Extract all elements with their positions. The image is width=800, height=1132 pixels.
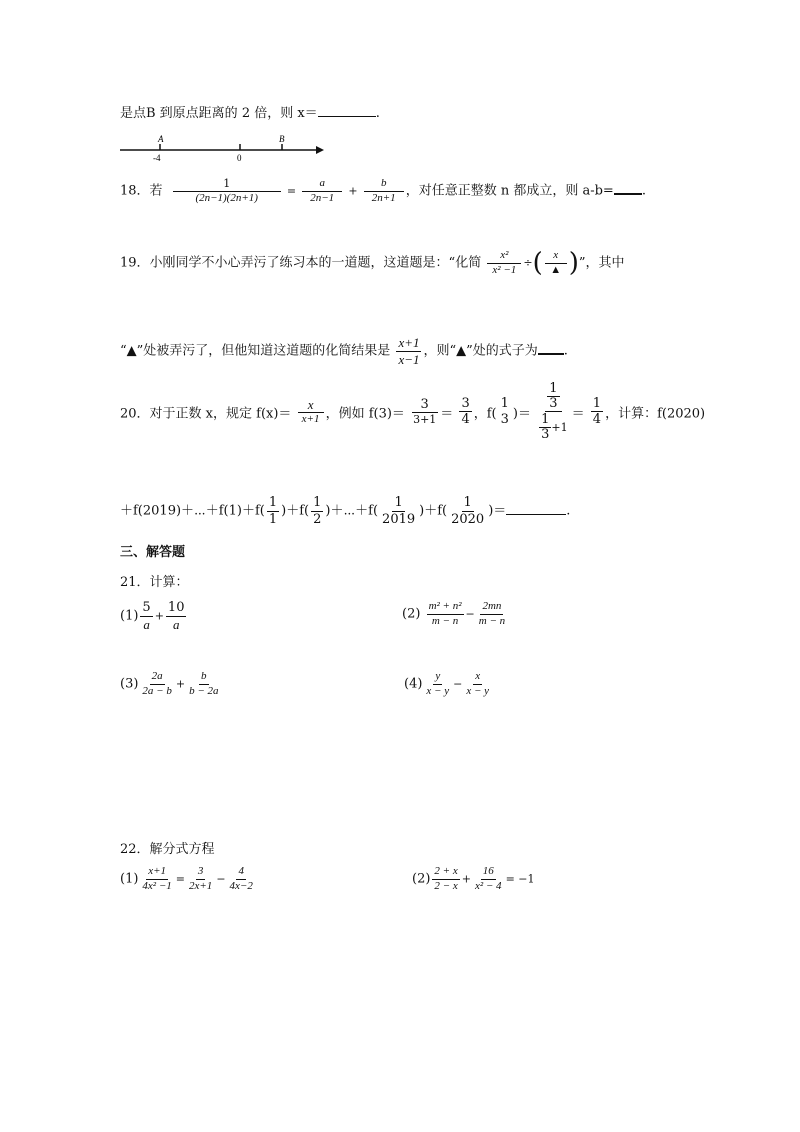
q22-p2-eq: = −1	[505, 872, 535, 886]
q18-rhs1-fraction	[302, 178, 342, 204]
q20-eq: ＝	[440, 406, 454, 422]
tick-label-zero: 0	[237, 153, 242, 163]
q18-answer-blank[interactable]	[614, 193, 642, 195]
q20-line2-e: )＝	[488, 503, 507, 519]
q20-big-den-a: 1	[541, 412, 550, 428]
q20-big-num-den: 3	[549, 395, 558, 411]
q20-l2f2	[311, 496, 323, 526]
q20-answer-blank[interactable]	[506, 514, 566, 515]
q20-arg-den: 3	[500, 411, 509, 427]
q18-rhs2-fraction	[364, 178, 404, 204]
q21-p3-label: (3)	[120, 676, 139, 692]
q20-arg-num: 1	[500, 396, 509, 412]
number-line-arrow	[316, 146, 324, 154]
q20-big-num-num: 1	[549, 381, 558, 396]
q19-res-num: x+1	[398, 335, 420, 350]
q20-l2f2-num: 1	[313, 495, 322, 510]
q22-p1-f1	[140, 866, 173, 892]
question-20-line1	[120, 382, 705, 442]
q21-p3-f2	[187, 671, 220, 697]
q18-text: ，对任意正整数 n 都成立，则 a-b=	[405, 183, 614, 199]
intro-text: 是点B 到原点距离的 2 倍，则 x＝	[120, 106, 318, 121]
q21-p4-f2-den: x − y	[466, 684, 490, 697]
q21-p1-f1	[140, 601, 152, 631]
q21-p2-f1-num: m² + n²	[427, 601, 464, 615]
question-20-line2	[120, 496, 570, 526]
q20-line2-b: )＋f(	[281, 503, 310, 519]
q22-p2-f1-num: 2 + x	[432, 866, 459, 880]
question-18	[120, 178, 646, 204]
q21-p1-f1-num: 5	[142, 600, 151, 615]
q22-p1-label: (1)	[120, 871, 139, 887]
q22-p2-f2	[473, 866, 504, 892]
q19-res-den: x−1	[398, 351, 420, 367]
q19-div: ÷	[523, 256, 533, 270]
q20-number: 20．对于正数 x，规定 f(x)＝	[120, 406, 292, 422]
q20-complex-denominator	[537, 412, 570, 441]
q20-def-fraction	[298, 398, 324, 426]
q20-big-den-plus: +1	[551, 420, 568, 434]
q22-part1	[120, 866, 257, 892]
q20-eg1-den: 3+1	[413, 413, 437, 427]
q20-def-den: x+1	[301, 413, 320, 426]
q21-p3-f1-den: 2a − b	[142, 684, 172, 697]
q22-p1-f1-den: 4x² −1	[142, 879, 172, 892]
q22-p2-f1	[432, 866, 459, 892]
q21-p2-f2-num: 2mn	[480, 601, 503, 615]
q22-title: 22．解分式方程	[120, 842, 215, 857]
q21-p2-label: (2)	[402, 606, 421, 622]
intro-end: .	[375, 106, 380, 121]
q21-p3-f1	[140, 671, 173, 697]
q20-result-fraction	[591, 397, 603, 427]
q20-l2f4	[449, 496, 486, 526]
q22-p1-op: −	[216, 872, 226, 886]
q19-frac1-num: x²	[487, 250, 521, 264]
q22-part2	[412, 866, 535, 892]
q19-left-paren: (	[532, 248, 543, 279]
q18-end: .	[641, 183, 646, 199]
q21-p1-label: (1)	[120, 608, 139, 624]
q20-arg-fraction	[499, 397, 511, 426]
q21-part1	[120, 601, 188, 631]
q22-p1-f3-den: 4x−2	[229, 879, 253, 892]
q20-eg1-num: 3	[412, 398, 438, 414]
q21-p4-f1	[424, 671, 451, 697]
q19-frac2	[545, 250, 567, 276]
q21-p1-op: +	[154, 609, 164, 623]
q20-line2-c: )＋⋯＋f(	[325, 503, 379, 519]
q18-lhs-fraction	[173, 178, 281, 204]
q20-l2f3-den: 2019	[382, 511, 416, 527]
q20-l2f4-den: 2020	[451, 511, 485, 527]
q21-p1-f2-den: a	[172, 616, 180, 632]
q21-p3-f1-num: 2a	[150, 671, 165, 685]
q21-part4	[404, 671, 493, 697]
q20-l2f3	[380, 496, 417, 526]
q20-eg1-fraction	[411, 398, 438, 426]
q20-l2f2-den: 2	[313, 511, 322, 527]
q19-frac2-num: x	[545, 250, 567, 264]
q21-p2-op: −	[465, 607, 475, 621]
q21-title: 21．计算：	[120, 575, 189, 590]
q22-p1-f2-num: 3	[196, 866, 206, 880]
q19-end: .	[563, 343, 568, 359]
q20-tail: ，计算：f(2020)	[605, 406, 706, 422]
q18-number: 18．若	[120, 183, 163, 199]
intro-line	[120, 102, 380, 121]
q19-number: 19．小刚同学不小心弄污了练习本的一道题，这道题是：“化简	[120, 255, 482, 271]
q22-p1-f2	[187, 866, 214, 892]
q21-p3-f2-num: b	[199, 671, 209, 685]
q22-p2-op: +	[461, 872, 471, 886]
q21-p3-op: +	[175, 677, 186, 691]
q20-line2-a: ＋f(2019)＋⋯＋f(1)＋f(	[120, 503, 265, 519]
q21-p4-label: (4)	[404, 676, 423, 692]
q20-eg2-num: 3	[461, 395, 470, 411]
q18-rhs2-num: b	[364, 178, 404, 192]
q19-result-fraction	[396, 336, 421, 366]
q18-rhs1-num: a	[302, 178, 342, 192]
q21-p2-f1	[427, 601, 464, 627]
q22-p1-f3	[228, 866, 255, 892]
question-19-line2	[120, 336, 568, 366]
q18-plus: +	[348, 184, 358, 198]
q20-eg2-fraction	[459, 397, 471, 427]
q21-p4-op: −	[453, 677, 463, 691]
q19-answer-blank[interactable]	[538, 353, 564, 355]
q20-complex-fraction	[537, 382, 570, 442]
section-heading: 三、解答题	[120, 545, 186, 560]
q20-inner-frac	[539, 413, 551, 441]
q18-lhs-den: (2n−1)(2n+1)	[195, 191, 258, 204]
q18-lhs-num: 1	[173, 178, 281, 192]
q21-p3-f2-den: b − 2a	[189, 684, 219, 697]
q21-p1-f1-den: a	[143, 616, 150, 632]
q21-p4-f2	[464, 671, 491, 697]
q19-frac1-den: x² −1	[492, 263, 517, 276]
q20-equals2: ＝	[571, 406, 585, 422]
q22-p1-f3-num: 4	[236, 866, 246, 880]
q22-p2-f1-den: 2 − x	[434, 879, 458, 892]
q20-close: )＝	[512, 406, 531, 422]
q20-big-den-b: 3	[541, 426, 550, 442]
q19-line2-b: ，则“▲”处的式子为	[423, 343, 538, 359]
tick-label-neg4: -4	[153, 153, 161, 163]
q20-l2f3-num: 1	[394, 495, 403, 510]
q18-equals: =	[286, 184, 297, 198]
q21-p2-f2	[477, 601, 507, 627]
q21-part2	[402, 601, 509, 627]
q19-line2-a: “▲”处被弄污了，但他知道这道题的化简结果是	[120, 343, 391, 359]
question-19-line1	[120, 248, 625, 279]
q21-p2-f1-den: m − n	[431, 614, 459, 627]
q19-right-paren: )	[568, 248, 579, 279]
q20-def-num: x	[298, 398, 324, 414]
q20-l2f1-num: 1	[268, 495, 278, 510]
q22-p1-f2-den: 2x+1	[189, 879, 213, 892]
q20-l2f1-den: 1	[268, 511, 278, 527]
number-line	[118, 132, 330, 164]
q21-p4-f1-den: x − y	[426, 684, 450, 697]
q22-p2-f2-den: x² − 4	[474, 879, 502, 892]
q21-p4-f1-num: y	[433, 671, 442, 685]
q20-comma: ，f(	[473, 406, 497, 422]
q20-eg: ，例如 f(3)＝	[325, 406, 405, 422]
q18-rhs2-den: 2n+1	[371, 191, 396, 204]
q20-complex-numerator	[545, 382, 561, 412]
q20-eg2-den: 4	[461, 412, 470, 428]
point-b-label: B	[279, 134, 285, 144]
q19-after: ”，其中	[578, 255, 625, 271]
q20-l2f1	[267, 496, 279, 526]
q22-p1-eq: =	[175, 872, 185, 886]
q20-res-den: 4	[592, 412, 602, 428]
q22-p1-f1-num: x+1	[146, 866, 168, 880]
q21-part3	[120, 671, 223, 697]
q19-frac1	[487, 250, 521, 276]
q22-p2-label: (2)	[412, 871, 431, 887]
q21-p1-f2-num: 10	[167, 600, 185, 615]
q21-p2-f2-den: m − n	[478, 614, 506, 627]
q20-end: .	[566, 503, 571, 519]
q22-p2-f2-num: 16	[481, 866, 496, 880]
q21-p4-f2-num: x	[473, 671, 482, 685]
q20-res-num: 1	[592, 395, 602, 411]
q18-rhs1-den: 2n−1	[310, 191, 335, 204]
q21-p1-f2	[166, 601, 187, 631]
q20-l2f4-num: 1	[463, 495, 472, 510]
answer-blank[interactable]	[318, 116, 376, 117]
q20-line2-d: )＋f(	[419, 503, 448, 519]
point-a-label: A	[158, 134, 164, 144]
q19-frac2-den: ▲	[550, 263, 562, 276]
